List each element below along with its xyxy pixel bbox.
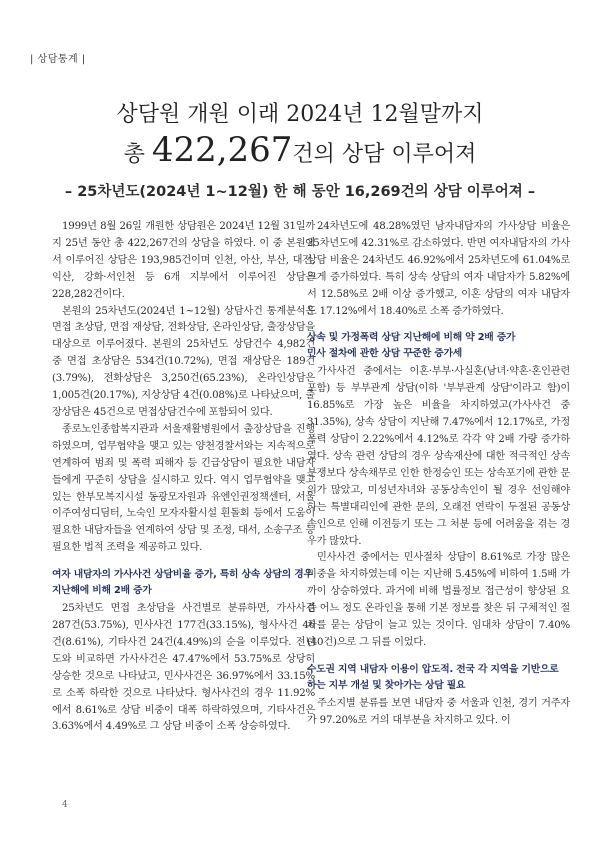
right-section-heading-1: 상속 및 가정폭력 상담 지난해에 비해 약 2배 증가 민사 절차에 관한 상담 꾸준한 증가세: [307, 332, 516, 360]
left-section-heading-1: 여자 내담자의 가사사건 상담비율 증가, 특히 상속 상담의 경우 지난해에 비해 2배 증가: [52, 569, 313, 597]
section-tag: | 상담통계 |: [30, 54, 86, 65]
subtitle: – 25차년도(2024년 1~12월) 한 해 동안 16,269건의 상담 이루어져 –: [64, 184, 536, 200]
title-suffix: 건의 상담 이루어져: [292, 142, 477, 167]
right-paragraph-1: 24차년도에 48.28%였던 남자내담자의 가사상담 비율은 25차년도에 42.31%로 감소하였다. 반면 여자내담자의 가사상담 비율은 24차년도 46.92%에서 25차년도에 61.04%로 크게 증가하였다. 특히 상속 상담의 여자 내담자가 5.82%에서 12.58%로 2배 이상 증가했고, 이혼 상담의 여자 내담자도 17.12%에서 18.40%로 소폭 증가하였다.: [307, 221, 570, 317]
left-paragraph-1: 1999년 8월 26일 개원한 상담원은 2024년 12월 31일까지 25년 동안 총 422,267건의 상담을 하였다. 이 중 본원에서 이루어진 상담은 193,985건이며 인천, 아산, 부산, 대전, 익산, 강화·서인천 등 6개 지부에서 이루어진 상담은 228,282건이다.: [52, 221, 315, 300]
right-paragraph-3: 민사사건 중에서는 민사절차 상담이 8.61%로 가장 많은 비중을 차지하였는데 이는 지난해 5.45%에 비하여 1.5배 가까이 상승하였다. 과거에 비해 법률정보 접근성이 향상된 요즘 어느 정도 온라인을 통해 기본 정보를 찾은 뒤 구체적인 절차를 묻는 상담이 늘고 있는 것이다. 임대차 상담이 7.40%(40건)으로 그 뒤를 이었다.: [307, 552, 570, 648]
right-paragraph-2: 가사사건 중에서는 이혼·부부·사실혼(남녀·약혼·혼인관련 포함) 등 부부관계 상담(이하 '부부관계 상담'이라고 함)이 16.85%로 가장 높은 비율을 차지하였고(가사사건 중 31.35%), 상속 상담이 지난해 7.47%에서 12.17%로, 가정폭력 상담이 2.22%에서 4.12%로 각각 약 2배 가량 증가하였다. 상속 관련 상담의 경우 상속재산에 대한 적극적인 상속분쟁보다 상속채무로 인한 한정승인 또는 상속포기에 관한 문의가 많았고, 미성년자녀와 공동상속인이 될 경우 선임해야 하는 특별대리인에 관한 문의, 오래전 연락이 두절된 공동상속인으로 인해 이전등기 또는 그 처분 등에 어려움을 겪는 경우가 많았다.: [307, 366, 570, 547]
page-number: 4: [62, 800, 68, 810]
right-paragraph-4: 주소지별 분류를 보면 내담자 중 서울과 인천, 경기 거주자가 97.20%로 거의 대부분을 차지하고 있다. 이: [307, 697, 570, 726]
left-paragraph-4: 25차년도 면접 초상담을 사건별로 분류하면, 가사사건 287건(53.75%), 민사사건 177건(33.15%), 형사사건 46건(8.61%), 기타사건 24건(4.49%)의 순을 이루었다. 전년도와 비교하면 가사사건은 47.47%에서 53.75%로 상당히 상승한 것으로 나타났고, 민사사건은 36.97%에서 33.15%로 소폭 하락한 것으로 나타났다. 형사사건의 경우 11.92%에서 8.61%로 상담 비중이 대폭 하락하였으며, 기타사건은 3.63%에서 4.49%로 그 상담 비중이 소폭 상승하였다.: [52, 603, 315, 733]
right-section-heading-2: 수도권 지역 내담자 이용이 압도적. 전국 각 지역을 기반으로 하는 지부 개설 및 찾아가는 상담 필요: [307, 663, 559, 691]
left-paragraph-2: 본원의 25차년도(2024년 1~12월) 상담사건 통계분석은 면접 초상담, 면접 재상담, 전화상담, 온라인상담, 출장상담을 대상으로 이루어졌다. 본원의 25차년도 상담건수 4,982건 중 면접 초상담은 534건(10.72%), 면접 재상담은 189건(3.79%), 전화상담은 3,250건(65.23%), 온라인상담은 1,005건(20.17%), 지상상담 4건(0.08%)로 나타났으며, 출장상담은 45건으로 면접상담건수에 포함되어 있다.: [52, 305, 315, 418]
title-prefix: 총: [123, 142, 152, 167]
page-title-line2: [0, 130, 600, 170]
right-column: [307, 219, 570, 730]
title-total-number: 422,267: [151, 130, 293, 170]
left-column: [52, 219, 315, 736]
page-title-line1: 상담원 개원 이래 2024년 12월말까지: [116, 102, 484, 127]
left-paragraph-3: 종로노인종합복지관과 서울재활병원에서 출장상담을 진행하였으며, 업무협약을 맺고 있는 양천경찰서와는 지속적으로 연계하여 범죄 및 폭력 피해자 등 긴급상담이 필요한 내담자들에게 꾸준히 상담을 실시하고 있다. 역시 업무협약을 맺고 있는 한부모복지시설 동광모자원과 유엔인권정책센터, 서울이주여성디딤터, 노숙인 모자자활시설 흰돌회 등에서 도움이 필요한 내담자들을 연계하여 상담 및 조정, 대서, 소송구조 등 필요한 법적 조력을 제공하고 있다.: [52, 423, 315, 554]
